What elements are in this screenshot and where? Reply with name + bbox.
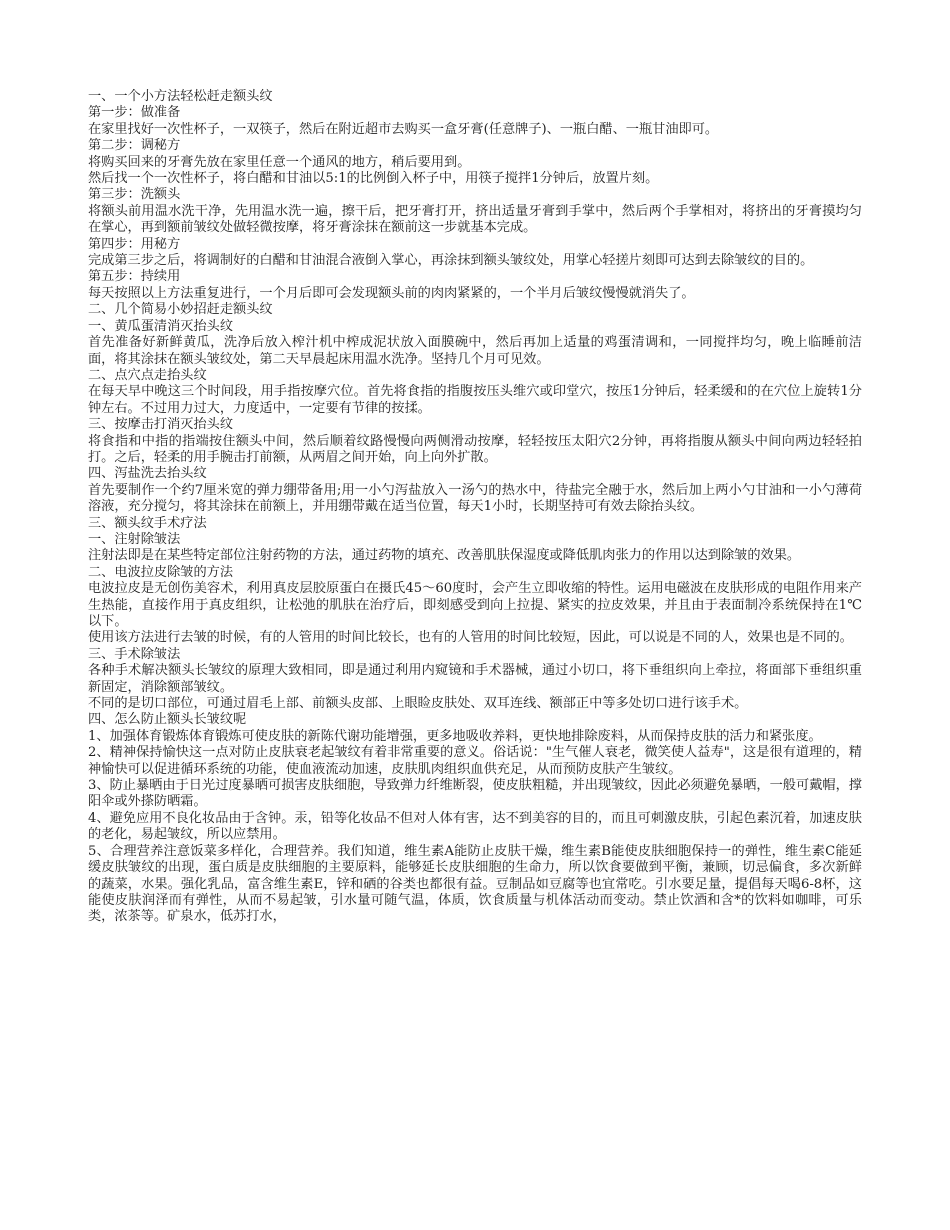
- paragraph: 在每天早中晚这三个时间段，用手指按摩穴位。首先将食指的指腹按压头维穴或印堂穴，按压1分钟后，轻柔缓和的在穴位上旋转1分钟左右。不过用力过大，力度适中，一定要有节律的按揉。: [88, 384, 862, 416]
- paragraph: 将食指和中指的指端按住额头中间，然后顺着纹路慢慢向两侧滑动按摩，轻轻按压太阳穴2分钟，再将指腹从额头中间向两边轻轻拍打。之后，轻柔的用手腕击打前额，从两眉之间开始，向上向外扩散。: [88, 433, 862, 465]
- section-heading: 二、几个简易小妙招赶走额头纹: [88, 302, 273, 318]
- list-item: 1、加强体育锻炼体育锻炼可使皮肤的新陈代谢功能增强，更多地吸收养料，更快地排除废料，从而保持皮肤的活力和紧张度。: [88, 728, 822, 744]
- paragraph: 将购买回来的牙膏先放在家里任意一个通风的地方，稍后要用到。: [88, 154, 471, 170]
- subsection-heading: 四、泻盐洗去抬头纹: [88, 466, 207, 482]
- section-heading: 四、怎么防止额头长皱纹呢: [88, 712, 247, 728]
- paragraph: 注射法即是在某些特定部位注射药物的方法，通过药物的填充、改善肌肤保湿度或降低肌肉张力的作用以达到除皱的效果。: [88, 548, 801, 564]
- paragraph: 然后找一个一次性杯子，将白醋和甘油以5:1的比例倒入杯子中，用筷子搅拌1分钟后，放置片刻。: [88, 171, 659, 187]
- subsection-heading: 二、电波拉皮除皱的方法: [88, 564, 234, 580]
- subsection-heading: 二、点穴点走抬头纹: [88, 367, 207, 383]
- subsection-heading: 一、黄瓜蛋清消灭抬头纹: [88, 318, 234, 334]
- section-heading: 一、一个小方法轻松赶走额头纹: [88, 89, 273, 104]
- paragraph: 首先要制作一个约7厘米宽的弹力绷带备用;用一小勺泻盐放入一汤勺的热水中，待盐完全融于水，然后加上两小勺甘油和一小勺薄荷溶液，充分搅匀，将其涂抹在前额上，并用绷带戴在适当位置，每天1小时，长期坚持可有效去除抬头纹。: [88, 482, 862, 515]
- list-item: 4、避免应用不良化妆品由于含钟。汞，铅等化妆品不但对人体有害，达不到美容的目的，而且可刺激皮肤，引起色素沉着，加速皮肤的老化，易起皱纹，所以应禁用。: [88, 810, 862, 843]
- paragraph: 在家里找好一次性杯子，一双筷子，然后在附近超市去购买一盒牙膏(任意牌子)、一瓶白醋、一瓶甘油即可。: [88, 121, 719, 137]
- subsection-heading: 一、注射除皱法: [88, 531, 181, 547]
- list-item: 5、合理营养注意饭菜多样化，合理营养。我们知道，维生素A能防止皮肤干燥，维生素B能使皮肤细胞保持一的弹性，维生素C能延缓皮肤皱纹的出现，蛋白质是皮肤细胞的主要原料，能够延长皮肤细胞的生命力，所以饮食要做到平衡，兼顾，切忌偏食，多次新鲜的蔬菜，水果。强化乳品，富含维生素E，锌和硒的谷类也都很有益。豆制品如豆腐等也宜常吃。引水要足量，提倡每天喝6-8杯，这能使皮肤润泽而有弹性，从而不易起皱，引水量可随气温，体质，饮食质量与机体活动而变动。禁止饮酒和含*的饮料如咖啡，可乐类，浓茶等。矿泉水，低苏打水，: [88, 843, 862, 925]
- paragraph: 首先准备好新鲜黄瓜，洗净后放入榨汁机中榨成泥状放入面膜碗中，然后再加上适量的鸡蛋清调和，一同搅拌均匀，晚上临睡前洁面，将其涂抹在额头皱纹处，第二天早晨起床用温水洗净。坚持几个月可见效。: [88, 335, 862, 367]
- section-heading: 三、额头纹手术疗法: [88, 515, 207, 531]
- step-heading: 第四步：用秘方: [88, 236, 181, 252]
- paragraph: 电波拉皮是无创伤美容术，利用真皮层胶原蛋白在摄氏45～60度时，会产生立即收缩的特性。运用电磁波在皮肤形成的电阻作用来产生热能，直接作用于真皮组织，让松弛的肌肤在治疗后，即刻感受到向上拉提、紧实的拉皮效果，并且由于表面制冷系统保持在1℃以下。: [88, 581, 862, 629]
- paragraph: 将额头前用温水洗干净，先用温水洗一遍，擦干后，把牙膏打开，挤出适量牙膏到手掌中，然后两个手掌相对，将挤出的牙膏摸均匀在掌心，再到额前皱纹处做轻微按摩，将牙膏涂抹在额前这一步就基本完成。: [88, 203, 862, 236]
- paragraph: 不同的是切口部位，可通过眉毛上部、前额头皮部、上眼睑皮肤处、双耳连线、额部正中等多处切口进行该手术。: [88, 696, 748, 712]
- list-item: 2、精神保持愉快这一点对防止皮肤衰老起皱纹有着非常重要的意义。俗话说："生气催人衰老，微笑使人益寿"，这是很有道理的，精神愉快可以促进循环系统的功能，使血液流动加速，皮肤肌肉组织血供充足，从而预防皮肤产生皱纹。: [88, 745, 862, 777]
- list-item: 3、防止暴晒由于日光过度暴晒可损害皮肤细胞，导致弹力纤维断裂，使皮肤粗糙，并出现皱纹，因此必须避免暴晒，一般可戴帽，撑阳伞或外搽防晒霜。: [88, 778, 862, 810]
- paragraph: 各种手术解决额头长皱纹的原理大致相同，即是通过利用内窥镜和手术器械，通过小切口，将下垂组织向上牵拉，将面部下垂组织重新固定，消除额部皱纹。: [88, 663, 862, 695]
- paragraph: 使用该方法进行去皱的时候，有的人管用的时间比较长，也有的人管用的时间比较短，因此，可以说是不同的人，效果也是不同的。: [88, 630, 853, 646]
- subsection-heading: 三、手术除皱法: [88, 646, 181, 662]
- paragraph: 每天按照以上方法重复进行，一个月后即可会发现额头前的肉肉紧紧的，一个半月后皱纹慢慢就消失了。: [88, 285, 695, 301]
- step-heading: 第三步：洗额头: [88, 187, 181, 203]
- step-heading: 第五步：持续用: [88, 269, 181, 285]
- subsection-heading: 三、按摩击打消灭抬头纹: [88, 417, 234, 433]
- paragraph: 完成第三步之后，将调制好的白醋和甘油混合液倒入掌心，再涂抹到额头皱纹处，用掌心轻搓片刻即可达到去除皱纹的目的。: [88, 253, 814, 269]
- step-heading: 第二步：调秘方: [88, 138, 181, 154]
- step-heading: 第一步：做准备: [88, 105, 181, 121]
- document-body: [88, 89, 862, 926]
